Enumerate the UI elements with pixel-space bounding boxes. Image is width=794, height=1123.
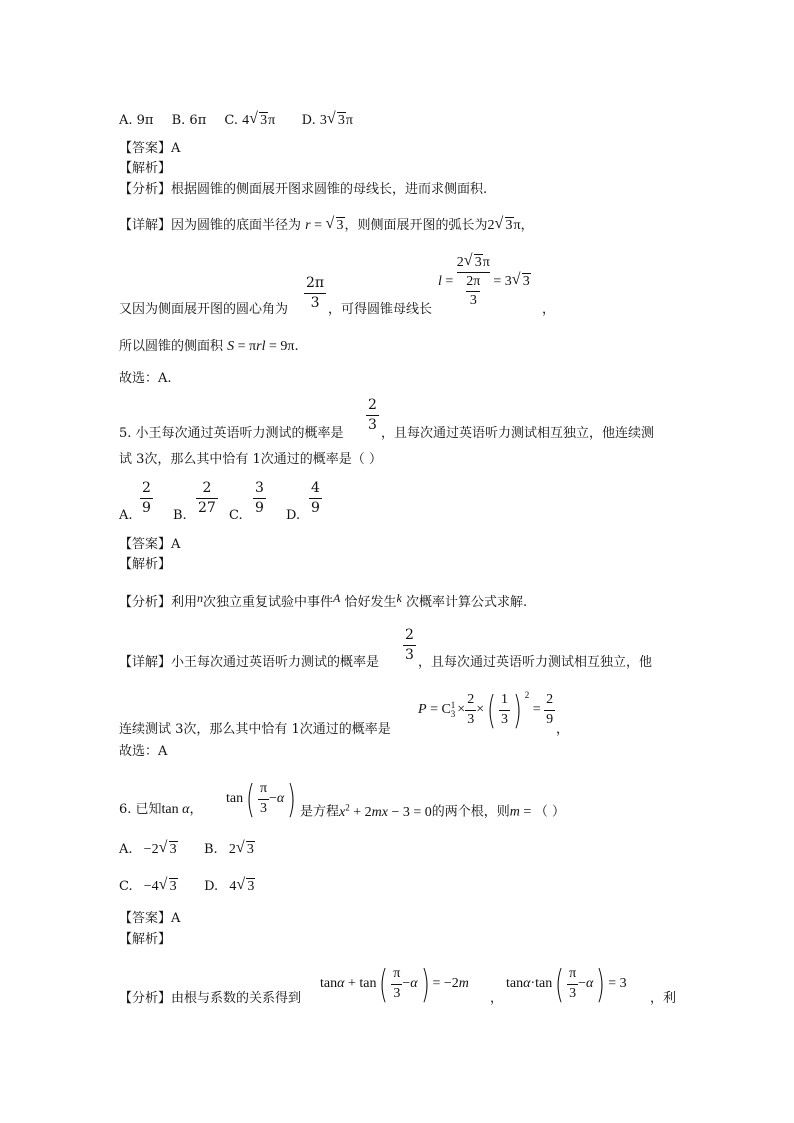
q4-option-d-label: D.	[301, 113, 316, 128]
q6-options-row-1	[119, 843, 255, 857]
q5-probability-formula: P = C 1 3 × 2 3 × ( 1 3 ) 2 = 2 9	[418, 688, 554, 732]
q4-area-formula: S = πrl = 9π	[227, 339, 295, 354]
q5-analysis-heading: 【解析】	[119, 557, 172, 572]
q5-fenxi-d: 次概率计算公式求解.	[406, 595, 528, 610]
q5-answer: 【答案】A	[119, 537, 181, 552]
q6-option-d-label: D.	[204, 879, 219, 894]
q4-detail-line-3	[119, 340, 299, 354]
q6-equation: $x^2 + 2mx - 3 = 0$	[339, 802, 432, 820]
q5-stem-1a: 5. 小王每次通过英语听力测试的概率是	[119, 426, 344, 441]
q4-option-d-value: 3√ 3π	[320, 113, 353, 128]
q4-detail-1c: ，	[520, 218, 534, 233]
q6-stem-c: 是方程	[300, 804, 340, 820]
q5-detail-fraction: 2 3	[405, 627, 414, 663]
q6-product-formula: tan α ·tan ( π 3 − α ) = 3	[506, 962, 627, 1006]
q4-option-c-value: 4√ 3π	[242, 113, 275, 128]
q6-analysis-heading: 【解析】	[119, 932, 172, 947]
q4-detail-2c: ，	[542, 302, 556, 317]
q4-detail-line-1: 【详解】因为圆锥的底面半径为 r = √ 3，则侧面展开图的弧长为2√ 3π，	[119, 219, 534, 233]
q5-detail-2a: 连续测试 3次，那么其中恰有 1次通过的概率是	[119, 722, 391, 737]
q4-detail-2b: ，可得圆锥母线长	[328, 302, 433, 317]
q4-answer: 【答案】A	[119, 141, 181, 156]
q6-var-m: m	[509, 804, 520, 820]
q6-stem-e: （ ）	[534, 804, 565, 820]
q4-generatrix-formula: l = 2√ 3π 2π 3 = 3 √ 3	[438, 255, 531, 309]
q5-var-n: n	[197, 591, 204, 605]
q5-option-a-fraction: 2 9	[142, 480, 151, 516]
q4-arc-length: 2√ 3π	[488, 218, 521, 233]
q6-fenxi-c: ，利	[650, 991, 677, 1006]
q5-option-c-label: C.	[229, 508, 243, 523]
q6-stem-line	[119, 803, 203, 817]
q6-fenxi-a: 【分析】由根与系数的关系得到	[119, 991, 302, 1006]
q4-radius-formula: r	[305, 218, 311, 233]
q5-option-a-label: A.	[119, 508, 133, 523]
q5-option-b-fraction: 2 27	[198, 480, 216, 516]
q5-choose: 故选：A	[119, 744, 168, 759]
q5-fenxi-b: 次独立重复试验中事件	[203, 595, 334, 610]
q5-fenxi-line	[119, 592, 527, 609]
q6-answer: 【答案】A	[119, 911, 181, 926]
q4-option-a: A. 9π	[119, 113, 154, 128]
q6-option-b-label: B.	[203, 842, 218, 857]
q6-stem-b: ，	[189, 802, 203, 817]
q6-option-a-value: −2√ 3	[137, 842, 178, 857]
q6-stem-d: 的两个根，则	[431, 804, 510, 820]
q6-tan-expr: tan ( π 3 − α )	[226, 777, 297, 821]
q6-options-row-2	[119, 880, 255, 894]
q5-detail-1a: 【详解】小王每次通过英语听力测试的概率是	[119, 655, 380, 670]
q4-option-b: B. 6π	[171, 113, 207, 128]
q5-fenxi-a: 【分析】利用	[119, 595, 198, 610]
q4-option-c-label: C.	[224, 113, 239, 128]
q4-detail-3b: .	[294, 339, 299, 354]
q5-stem-2: 试 3次，那么其中恰有 1次通过的概率是（ ）	[119, 452, 382, 467]
q6-tan-alpha: tan α	[161, 802, 190, 817]
q5-var-k: k	[396, 591, 402, 605]
q5-stem-fraction: 2 3	[368, 397, 377, 433]
q6-option-a-label: A.	[119, 842, 133, 857]
q4-choose: 故选：A.	[119, 371, 172, 386]
q5-option-d-label: D.	[286, 508, 301, 523]
q6-option-b-value: 2√ 3	[222, 842, 255, 857]
q5-fenxi-c: 恰好发生	[344, 595, 397, 610]
q4-analysis-heading: 【解析】	[119, 161, 172, 176]
q4-options	[119, 114, 353, 128]
q5-var-A: A	[333, 591, 341, 605]
q5-detail-1b: ，且每次通过英语听力测试相互独立，他	[418, 655, 653, 670]
q4-fenxi: 【分析】根据圆锥的侧面展开图求圆锥的母线长，进而求侧面积.	[119, 182, 488, 197]
q4-angle-fraction: 2π 3	[306, 275, 325, 311]
q4-detail-1b: ，则侧面展开图的弧长为	[344, 218, 488, 233]
q6-stem-rest: 是方程$x^2 + 2mx - 3 = 0$的两个根，则m = （ ）	[300, 802, 565, 820]
q5-option-c-fraction: 3 9	[255, 480, 264, 516]
q6-fenxi-b: ，	[490, 991, 504, 1006]
q6-stem-a: 6. 已知	[119, 802, 162, 817]
q5-stem-1b: ，且每次通过英语听力测试相互独立，他连续测	[381, 426, 655, 441]
q6-sum-formula: tan α + tan ( π 3 − α ) = −2 m	[320, 962, 469, 1006]
q4-detail-2a: 又因为侧面展开图的圆心角为	[119, 302, 289, 317]
q6-option-c-value: −4√ 3	[137, 879, 178, 894]
q5-option-b-label: B.	[173, 508, 187, 523]
q4-detail-1a: 【详解】因为圆锥的底面半径为	[119, 218, 302, 233]
q6-option-c-label: C.	[119, 879, 133, 894]
q4-detail-3a: 所以圆锥的侧面积	[119, 339, 224, 354]
q5-detail-2b: ，	[556, 722, 570, 737]
q6-option-d-value: 4√ 3	[222, 879, 255, 894]
q5-option-d-fraction: 4 9	[311, 480, 320, 516]
